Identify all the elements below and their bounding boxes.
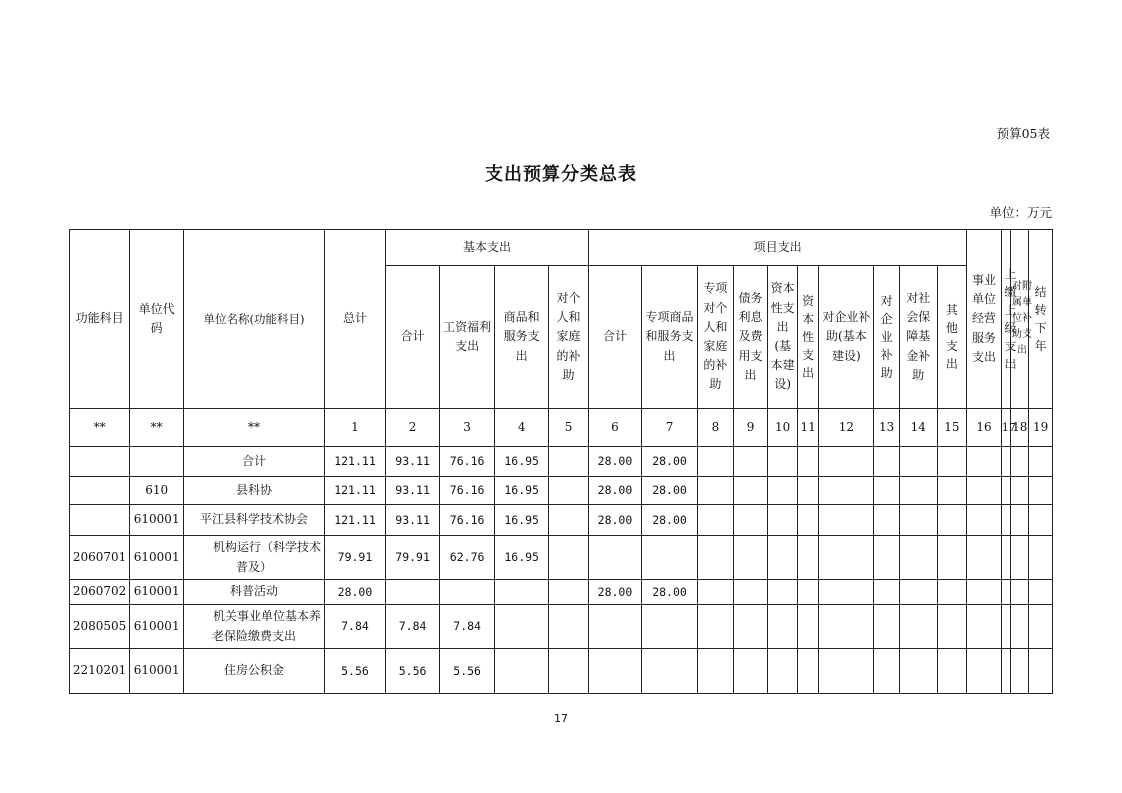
basic-sum-cell: 5.56 — [386, 649, 440, 694]
proj-sum-cell — [588, 649, 641, 694]
total-cell: 7.84 — [324, 605, 385, 649]
empty-cell — [733, 505, 768, 536]
empty-cell — [1029, 447, 1053, 477]
basic-goods-cell: 16.95 — [495, 505, 549, 536]
unit-code-cell: 610001 — [130, 580, 184, 605]
col-total: 总计 — [324, 230, 385, 409]
empty-cell — [549, 649, 589, 694]
empty-cell — [967, 447, 1002, 477]
col-proj-capital: 资本性支出 — [797, 266, 818, 409]
empty-cell — [733, 447, 768, 477]
unit-name-cell: 平江县科学技术协会 — [184, 505, 325, 536]
empty-cell — [1011, 505, 1029, 536]
basic-sum-cell: 79.91 — [386, 536, 440, 580]
empty-cell — [1011, 477, 1029, 505]
basic-wage-cell: 76.16 — [440, 505, 495, 536]
table-row — [70, 477, 1053, 505]
col-proj-ent: 对企业补助 — [874, 266, 899, 409]
page-title: 支出预算分类总表 — [485, 164, 637, 185]
empty-cell — [1029, 605, 1053, 649]
func-code-cell — [70, 477, 130, 505]
proj-goods-cell: 28.00 — [641, 580, 697, 605]
empty-cell — [967, 605, 1002, 649]
empty-cell — [1029, 649, 1053, 694]
table-row — [70, 649, 1053, 694]
basic-sum-cell: 93.11 — [386, 447, 440, 477]
empty-cell — [1011, 580, 1029, 605]
table-row — [70, 536, 1053, 580]
basic-goods-cell — [495, 649, 549, 694]
empty-cell — [1001, 477, 1010, 505]
unit-name-cell: 机构运行（科学技术普及） — [184, 536, 325, 580]
func-code-cell: 2060702 — [70, 580, 130, 605]
empty-cell — [937, 505, 967, 536]
empty-cell — [768, 649, 798, 694]
empty-cell — [768, 447, 798, 477]
col-proj-sum: 合计 — [588, 266, 641, 409]
empty-cell — [1011, 605, 1029, 649]
empty-cell — [819, 580, 874, 605]
empty-cell — [819, 447, 874, 477]
empty-cell — [549, 536, 589, 580]
proj-goods-cell — [641, 536, 697, 580]
func-code-cell — [70, 447, 130, 477]
unit-code-cell: 610001 — [130, 605, 184, 649]
col-basic-sum: 合计 — [386, 266, 440, 409]
empty-cell — [698, 447, 734, 477]
empty-cell — [733, 580, 768, 605]
empty-cell — [874, 580, 899, 605]
empty-cell — [733, 477, 768, 505]
empty-cell — [819, 477, 874, 505]
empty-cell — [733, 536, 768, 580]
proj-sum-cell — [588, 536, 641, 580]
unit-name-cell: 机关事业单位基本养老保险缴费支出 — [184, 605, 325, 649]
basic-goods-cell — [495, 605, 549, 649]
empty-cell — [1011, 649, 1029, 694]
table-row — [70, 447, 1053, 477]
empty-cell — [549, 447, 589, 477]
empty-cell — [937, 605, 967, 649]
empty-cell — [1001, 447, 1010, 477]
empty-cell — [819, 536, 874, 580]
empty-cell — [937, 477, 967, 505]
table-row — [70, 580, 1053, 605]
empty-cell — [874, 505, 899, 536]
empty-cell — [797, 649, 818, 694]
col-proj-social: 对社会保障基金补助 — [899, 266, 937, 409]
group-basic: 基本支出 — [386, 230, 589, 266]
unit-label: 单位：万元 — [989, 205, 1052, 220]
empty-cell — [819, 649, 874, 694]
empty-cell — [1011, 447, 1029, 477]
empty-cell — [937, 580, 967, 605]
basic-wage-cell: 62.76 — [440, 536, 495, 580]
empty-cell — [797, 447, 818, 477]
empty-cell — [899, 447, 937, 477]
proj-goods-cell: 28.00 — [641, 447, 697, 477]
index-cell: 1 — [324, 409, 385, 447]
col-proj-other: 其他支出 — [937, 266, 967, 409]
unit-name-cell: 县科协 — [184, 477, 325, 505]
basic-sum-cell: 93.11 — [386, 477, 440, 505]
total-cell: 79.91 — [324, 536, 385, 580]
form-number: 预算05表 — [996, 126, 1050, 141]
empty-cell — [1029, 477, 1053, 505]
empty-cell — [549, 477, 589, 505]
empty-cell — [797, 505, 818, 536]
empty-cell — [874, 447, 899, 477]
col-proj-ent-build: 对企业补助(基本建设) — [819, 266, 874, 409]
empty-cell — [797, 536, 818, 580]
empty-cell — [937, 447, 967, 477]
func-code-cell: 2060701 — [70, 536, 130, 580]
unit-code-cell: 610001 — [130, 536, 184, 580]
empty-cell — [899, 649, 937, 694]
index-cell: 18 — [1011, 409, 1029, 447]
table-row — [70, 605, 1053, 649]
empty-cell — [937, 649, 967, 694]
col-unit-name: 单位名称(功能科目) — [184, 230, 325, 409]
unit-code-cell — [130, 447, 184, 477]
index-row — [70, 409, 1053, 447]
index-cell: 16 — [967, 409, 1002, 447]
basic-goods-cell: 16.95 — [495, 447, 549, 477]
index-cell: 11 — [797, 409, 818, 447]
group-project: 项目支出 — [588, 230, 966, 266]
unit-name-cell: 科普活动 — [184, 580, 325, 605]
empty-cell — [899, 580, 937, 605]
empty-cell — [768, 605, 798, 649]
index-cell: ** — [184, 409, 325, 447]
empty-cell — [698, 477, 734, 505]
index-cell: 17 — [1001, 409, 1010, 447]
empty-cell — [549, 505, 589, 536]
unit-code-cell: 610 — [130, 477, 184, 505]
empty-cell — [698, 605, 734, 649]
total-cell: 5.56 — [324, 649, 385, 694]
col-unit-code: 单位代码 — [130, 230, 184, 409]
empty-cell — [937, 536, 967, 580]
basic-wage-cell: 76.16 — [440, 477, 495, 505]
empty-cell — [819, 605, 874, 649]
header-row-1 — [70, 230, 1053, 266]
empty-cell — [1001, 536, 1010, 580]
index-cell: 14 — [899, 409, 937, 447]
empty-cell — [967, 536, 1002, 580]
proj-sum-cell — [588, 605, 641, 649]
basic-goods-cell: 16.95 — [495, 536, 549, 580]
index-cell: 5 — [549, 409, 589, 447]
index-cell: 4 — [495, 409, 549, 447]
col-proj-debt: 债务利息及费用支出 — [733, 266, 768, 409]
empty-cell — [899, 505, 937, 536]
col-basic-wage: 工资福利支出 — [440, 266, 495, 409]
empty-cell — [768, 536, 798, 580]
empty-cell — [1029, 580, 1053, 605]
empty-cell — [967, 477, 1002, 505]
index-cell: 2 — [386, 409, 440, 447]
total-cell: 28.00 — [324, 580, 385, 605]
empty-cell — [698, 505, 734, 536]
col-proj-capital-build: 资本性支出(基本建设) — [768, 266, 798, 409]
index-cell: ** — [70, 409, 130, 447]
index-cell: 19 — [1029, 409, 1053, 447]
func-code-cell: 2210201 — [70, 649, 130, 694]
empty-cell — [1001, 580, 1010, 605]
empty-cell — [1029, 536, 1053, 580]
empty-cell — [967, 505, 1002, 536]
col-proj-subsidy: 专项对个人和家庭的补助 — [698, 266, 734, 409]
empty-cell — [768, 505, 798, 536]
budget-table — [69, 229, 1053, 694]
index-cell: 8 — [698, 409, 734, 447]
col-operating: 事业单位经营服务支出 — [967, 230, 1002, 409]
empty-cell — [967, 649, 1002, 694]
empty-cell — [1001, 505, 1010, 536]
proj-goods-cell: 28.00 — [641, 477, 697, 505]
empty-cell — [768, 477, 798, 505]
empty-cell — [819, 505, 874, 536]
empty-cell — [797, 605, 818, 649]
index-cell: 6 — [588, 409, 641, 447]
func-code-cell — [70, 505, 130, 536]
empty-cell — [899, 536, 937, 580]
basic-wage-cell — [440, 580, 495, 605]
empty-cell — [797, 580, 818, 605]
empty-cell — [549, 580, 589, 605]
col-basic-goods: 商品和服务支出 — [495, 266, 549, 409]
total-cell: 121.11 — [324, 505, 385, 536]
empty-cell — [768, 580, 798, 605]
basic-goods-cell: 16.95 — [495, 477, 549, 505]
empty-cell — [698, 649, 734, 694]
empty-cell — [1029, 505, 1053, 536]
empty-cell — [967, 580, 1002, 605]
proj-goods-cell — [641, 649, 697, 694]
empty-cell — [899, 605, 937, 649]
proj-goods-cell — [641, 605, 697, 649]
col-carryover: 结转下年 — [1029, 230, 1053, 409]
total-cell: 121.11 — [324, 477, 385, 505]
unit-name-cell: 住房公积金 — [184, 649, 325, 694]
empty-cell — [1001, 605, 1010, 649]
basic-wage-cell: 76.16 — [440, 447, 495, 477]
col-affiliated: 对附属单位补助支出 — [1011, 230, 1029, 409]
col-proj-goods: 专项商品和服务支出 — [641, 266, 697, 409]
proj-sum-cell: 28.00 — [588, 447, 641, 477]
empty-cell — [549, 605, 589, 649]
func-code-cell: 2080505 — [70, 605, 130, 649]
unit-code-cell: 610001 — [130, 649, 184, 694]
proj-goods-cell: 28.00 — [641, 505, 697, 536]
empty-cell — [1001, 649, 1010, 694]
empty-cell — [698, 580, 734, 605]
table-row — [70, 505, 1053, 536]
proj-sum-cell: 28.00 — [588, 477, 641, 505]
empty-cell — [733, 605, 768, 649]
empty-cell — [899, 477, 937, 505]
index-cell: 12 — [819, 409, 874, 447]
col-upper: 上缴上级支出 — [1001, 230, 1010, 409]
empty-cell — [874, 649, 899, 694]
index-cell: 7 — [641, 409, 697, 447]
col-func-code: 功能科目 — [70, 230, 130, 409]
empty-cell — [698, 536, 734, 580]
proj-sum-cell: 28.00 — [588, 505, 641, 536]
index-cell: 9 — [733, 409, 768, 447]
basic-sum-cell: 7.84 — [386, 605, 440, 649]
index-cell: 10 — [768, 409, 798, 447]
unit-name-cell: 合计 — [184, 447, 325, 477]
basic-goods-cell — [495, 580, 549, 605]
basic-wage-cell: 5.56 — [440, 649, 495, 694]
index-cell: 3 — [440, 409, 495, 447]
empty-cell — [733, 649, 768, 694]
empty-cell — [874, 536, 899, 580]
proj-sum-cell: 28.00 — [588, 580, 641, 605]
unit-code-cell: 610001 — [130, 505, 184, 536]
index-cell: ** — [130, 409, 184, 447]
empty-cell — [797, 477, 818, 505]
empty-cell — [874, 605, 899, 649]
index-cell: 13 — [874, 409, 899, 447]
empty-cell — [1011, 536, 1029, 580]
total-cell: 121.11 — [324, 447, 385, 477]
index-cell: 15 — [937, 409, 967, 447]
basic-sum-cell: 93.11 — [386, 505, 440, 536]
col-basic-subsidy: 对个人和家庭的补助 — [549, 266, 589, 409]
basic-wage-cell: 7.84 — [440, 605, 495, 649]
page-number: 17 — [554, 712, 568, 725]
basic-sum-cell — [386, 580, 440, 605]
empty-cell — [874, 477, 899, 505]
